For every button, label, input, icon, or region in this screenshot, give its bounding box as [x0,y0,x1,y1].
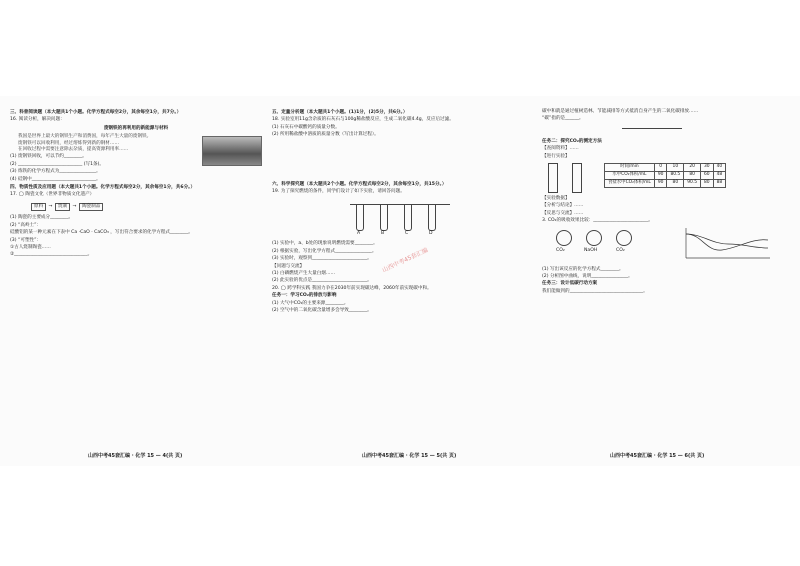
text-line: “碳”指的是______。 [542,116,584,122]
section-heading: 五、定量分析题（本大题共1个小题。(1)1分，(2)5分，共6分。） [272,110,408,115]
sub-question: (1) 石灰石中碳酸钙的质量分数。 [272,124,340,130]
watermark-stamp: 山西中考45套汇编 [381,246,430,275]
sub-question: (1) 废钢铁回收，可以节约________。 [10,154,87,160]
concept-box: 陶瓷制品 [79,203,103,211]
concept-box: 烧制 [55,203,70,211]
sub-question: (2) 所用稀盐酸中溶质的质量分数（写出计算过程）。 [272,132,379,138]
text-line: 我们能做到的________________________________。 [542,288,648,294]
sub-question: 【问题与交流】 [272,263,305,269]
figure-label: D [429,231,433,237]
page-footer: 山西中考45套汇编 · 化学 15 — 5(共 页) [362,453,457,459]
table-cell: 90 [654,172,667,180]
data-table [604,163,726,188]
test-tube [380,204,388,231]
question-16: 16. 阅读分析，解决问题： [10,117,65,123]
apparatus-figure [542,161,792,195]
absorption-figure [542,226,792,266]
paragraph: 我国是世界上最大的钢铁生产和消费国，每年产生大量的废钢铁。 [18,134,152,140]
sub-question: (1) 实验中，a、b处的现象说明燃烧需要________。 [272,241,378,247]
table-cell: 食盐水中CO₂体积/mL [605,180,655,188]
figure-label: B [381,231,385,237]
text-line: (2) 分析图中曲线，说明________________。 [542,274,633,280]
sub-question: (2) “高岭土”： [10,222,42,228]
pressure-curve [682,226,772,262]
sub-question: (3) 炼铁的化学方程式为________________。 [10,169,101,175]
table-header: 20 [684,164,701,172]
table-header: 0 [654,164,667,172]
sub-question: (4) 硅钢中____________________________。 [10,176,101,182]
test-tube [356,204,364,231]
text-line: 【分析与结论】…… [542,203,584,209]
figure-label: CO₂ [556,247,565,253]
table-cell: 90 [654,180,667,188]
sub-question: ②________________________________。 [10,252,93,258]
figure-label: C [405,231,409,237]
table-cell: 80.5 [667,172,684,180]
page-footer: 山西中考45套汇编 · 化学 15 — 4(共 页) [88,453,183,459]
section-heading: 四、物质性质及应用题（本大题共1个小题。化学方程式每空2分，其余每空1分，共6分。） [10,185,196,191]
table-cell: 90.5 [684,180,701,188]
page-footer: 山西中考45套汇编 · 化学 15 — 6(共 页) [610,453,705,459]
sub-question: 硅酸铝的某一种元素在下表中 Ca ·CaO · CaCO₃ ，写出符合要求的化学方程式________。 [10,230,193,236]
sub-question: (1) 陶瓷的主要成分________。 [10,215,74,221]
page-column-3 [542,108,792,448]
sub-question: (1) 大气中CO₂的主要来源________。 [272,300,349,306]
section-heading: 六、科学探究题（本大题共2个小题。化学方程式每空2分，其余每空1分，共15分。） [272,181,447,187]
task-heading: 任务一：学习CO₂的排放与影响 [272,293,337,299]
sub-question: (2) 此实验的优点是________________________。 [272,278,372,284]
sub-question: (2) 空气中的二氧化碳含量增多会导致________。 [272,308,372,314]
sub-question: (3) “可塑性”： [10,237,42,243]
question-19: 19. 为了探究燃烧的条件，同学们设计了如下实验，请回答问题。 [272,189,405,195]
table-cell: 水中CO₂体积/mL [605,172,655,180]
paragraph: 废钢铁可以回收利用，经过熔炼得到新的钢材…… [18,140,120,146]
text-line: 【进行实验】 [542,153,570,159]
table-cell: 48 [713,172,726,180]
sub-question: (2) ____________________________ (写1条)。 [10,161,105,167]
figure-label: A [357,231,361,237]
page-column-1 [10,108,262,448]
text-line: (1) 写出该反应的化学方程式________。 [542,266,624,272]
text-line: 3. CO₂的吸收效果比较：________________________。 [542,218,653,224]
experiment-figure [272,198,530,238]
page-column-2 [272,108,530,448]
concept-box: 原料 [31,203,46,211]
question-18: 18. 实验室用11g含杂质的石灰石与100g稀盐酸反应，生成二氧化碳4.4g，反应后过滤。 [272,117,454,123]
test-tube [404,204,412,231]
sub-question: (2) 根据实验，写出化学方程式________________。 [272,248,377,254]
task-heading: 任务二：探究CO₂的测定方法 [542,138,602,144]
table-header: 30 [701,164,714,172]
sub-question: (1) 白磷燃烧产生大量白烟…… [272,271,336,277]
sub-question: ①古人烧制陶瓷…… [10,244,51,250]
figure-label: NaOH [584,247,598,253]
task-heading: 任务三：设计低碳行动方案 [542,281,598,287]
paragraph: 在回收过程中需要注意除去杂质，提高资源利用率…… [18,147,129,153]
table-cell: 60 [701,172,714,180]
table-header: 时间/min [605,164,655,172]
table-cell: 80 [684,172,701,180]
text-line: 碳中和就是通过植树造林、节能减排等方式抵消自身产生的二氧化碳排放…… [542,109,699,114]
answer-space [272,140,530,180]
text-line: 【实验数据】 [542,196,570,202]
table-header: 10 [667,164,684,172]
text-line: 【查阅资料】…… [542,146,579,152]
text-line: 【反思与交流】…… [542,210,584,216]
table-header: 40 [713,164,726,172]
test-tube [428,204,436,231]
table-cell: 80 [667,180,684,188]
concept-diagram: 原料 → 烧制 → 陶瓷制品 [30,202,262,212]
article-title: 废钢铁的再利用的新能源与材料 [103,125,169,131]
figure-label: CO₂ [616,247,625,253]
table-cell: 88 [713,180,726,188]
question-17: 17. ◯ 陶瓷文化（世界非物质文化遗产） [10,192,95,198]
table-cell: 80 [701,180,714,188]
sub-question: (3) 实验时，观察到________________________。 [272,256,372,262]
question-20: 20. ◯ 跨学科实践 我国力争在2030年前实现碳达峰，2060年前实现碳中和。 [272,285,432,291]
formula-figure [542,124,792,138]
article-photo [202,136,262,166]
section-heading: 三、科普阅读题（本大题共1个小题。化学方程式每空2分，其余每空1分，共7分。） [10,110,182,115]
